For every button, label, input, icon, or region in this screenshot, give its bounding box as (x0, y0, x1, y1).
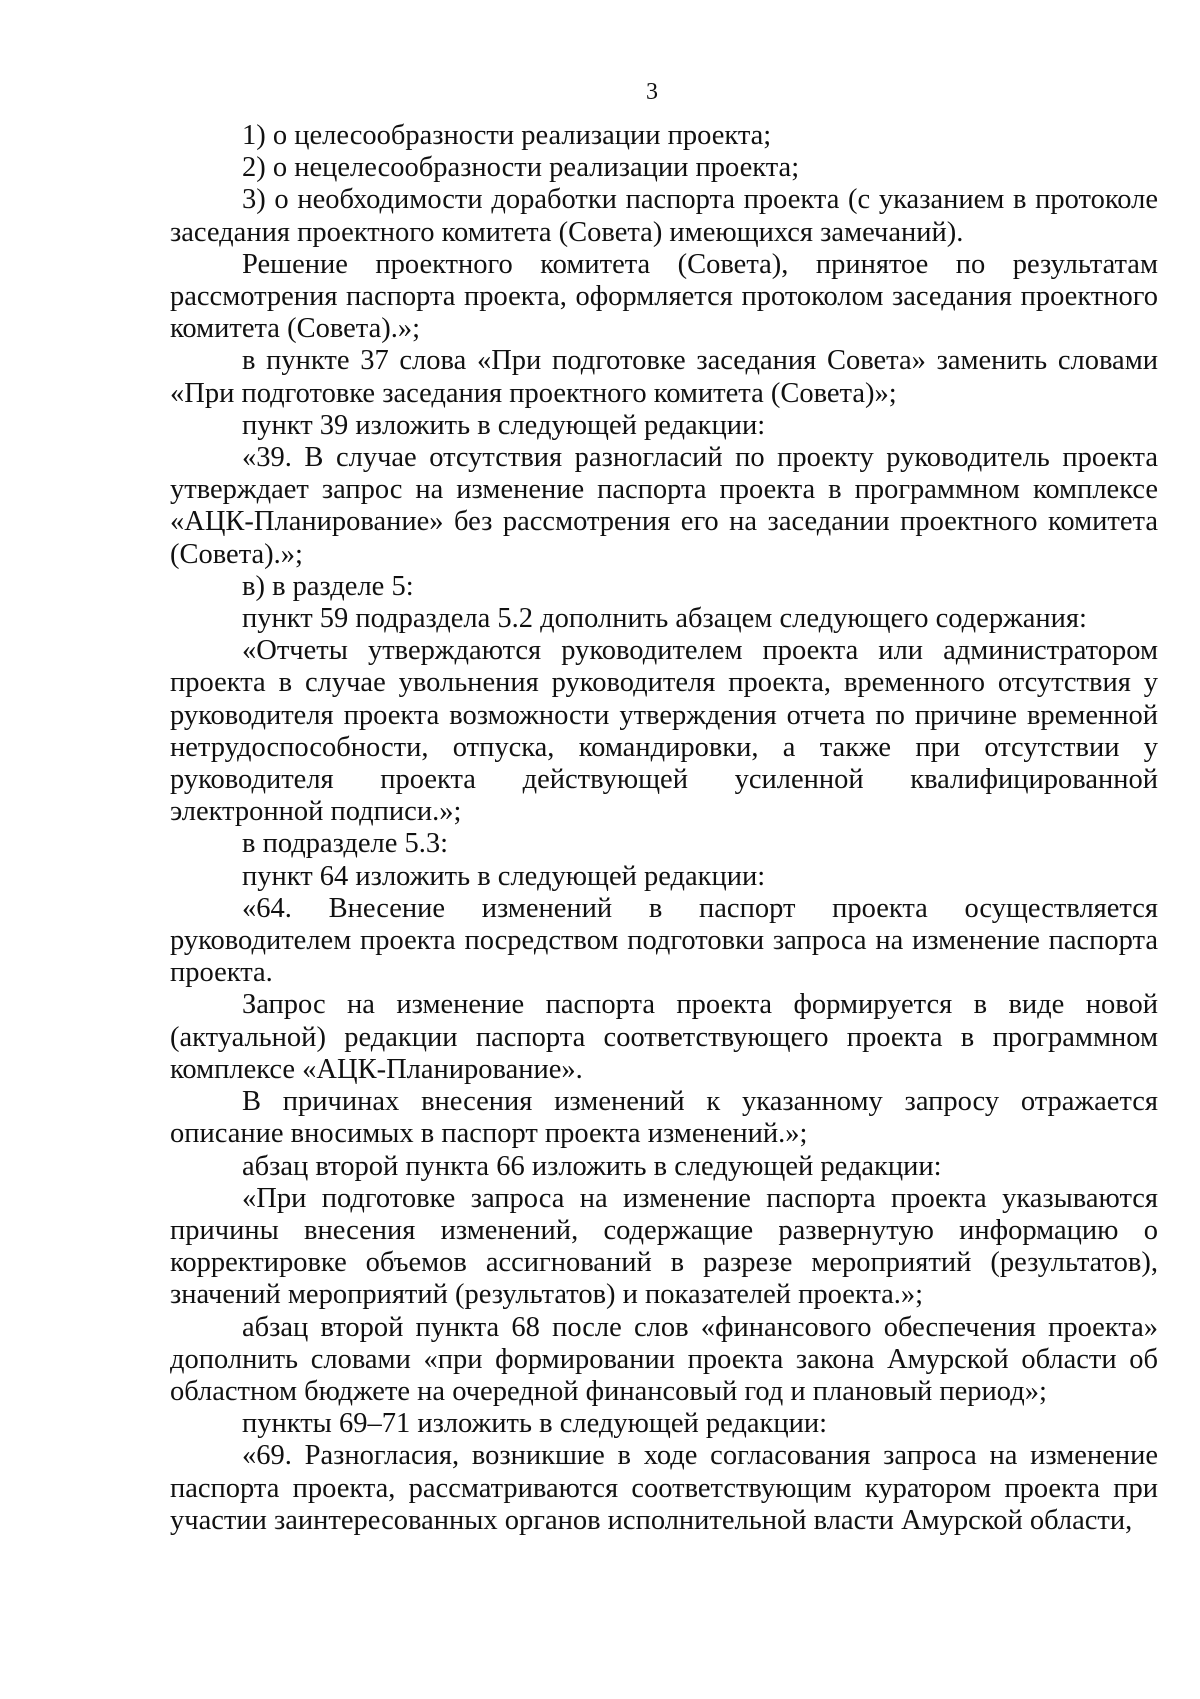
paragraph-subsection-5-3: в подразделе 5.3: (242, 828, 449, 860)
paragraph-item-64-intro: пункт 64 изложить в следующей редакции: (242, 860, 766, 892)
paragraph-item-69-text: «69. Разногласия, возникшие в ходе согласования запроса на изменение паспорта проекта, рассматриваются соответствующим куратором проекта при участии заинтересованных органов исполнительной власти Амурской области, (170, 1440, 1158, 1536)
paragraph-item-66-intro: абзац второй пункта 66 изложить в следующей редакции: (242, 1150, 942, 1182)
paragraph-item-68: абзац второй пункта 68 после слов «финансового обеспечения проекта» дополнить словами «при формировании проекта закона Амурской области об областном бюджете на очередной финансовый год и плановый период»; (170, 1311, 1158, 1407)
document-body (170, 120, 1158, 1537)
paragraph-section-5: в) в разделе 5: (242, 570, 414, 602)
paragraph-item-59-intro: пункт 59 подраздела 5.2 дополнить абзацем следующего содержания: (242, 603, 1087, 635)
paragraph-item-66-text: «При подготовке запроса на изменение паспорта проекта указываются причины внесения изменений, содержащие развернутую информацию о корректировке объемов ассигнований в разрезе мероприятий (результатов), значений мероприятий (результатов) и показателей проекта.»; (170, 1182, 1158, 1311)
paragraph-reports-text: «Отчеты утверждаются руководителем проекта или администратором проекта в случае увольнения руководителя проекта, временного отсутствия у руководителя проекта возможности утверждения отчета по причине временной нетрудоспособности, отпуска, командировки, а также при отсутствии у руководителя проекта действующей усиленной квалифицированной электронной подписи.»; (170, 635, 1158, 828)
paragraph-item-37: в пункте 37 слова «При подготовке заседания Совета» заменить словами «При подготовке заседания проектного комитета (Совета)»; (170, 345, 1158, 409)
paragraph-request-format: Запрос на изменение паспорта проекта формируется в виде новой (актуальной) редакции паспорта соответствующего проекта в программном комплексе «АЦК-Планирование». (170, 989, 1158, 1085)
paragraph-change-reasons: В причинах внесения изменений к указанному запросу отражается описание вносимых в паспорт проекта изменений.»; (170, 1086, 1158, 1150)
paragraph-item-39-text: «39. В случае отсутствия разногласий по проекту руководитель проекта утверждает запрос на изменение паспорта проекта в программном комплексе «АЦК-Планирование» без рассмотрения его на заседании проектного комитета (Совета).»; (170, 442, 1158, 570)
paragraph-item-64-text: «64. Внесение изменений в паспорт проекта осуществляется руководителем проекта посредством подготовки запроса на изменение паспорта проекта. (170, 892, 1158, 989)
list-item-2: 2) о нецелесообразности реализации проекта; (242, 152, 800, 184)
paragraph-committee-decision: Решение проектного комитета (Совета), принятое по результатам рассмотрения паспорта проекта, оформляется протоколом заседания проектного комитета (Совета).»; (170, 248, 1158, 345)
paragraph-items-69-71-intro: пункты 69–71 изложить в следующей редакции: (242, 1408, 828, 1440)
list-item-3: 3) о необходимости доработки паспорта проекта (с указанием в протоколе заседания проектного комитета (Совета) имеющихся замечаний). (170, 184, 1158, 248)
list-item-1: 1) о целесообразности реализации проекта; (242, 120, 772, 151)
page-number: 3 (646, 79, 658, 105)
paragraph-item-39-intro: пункт 39 изложить в следующей редакции: (242, 409, 766, 441)
